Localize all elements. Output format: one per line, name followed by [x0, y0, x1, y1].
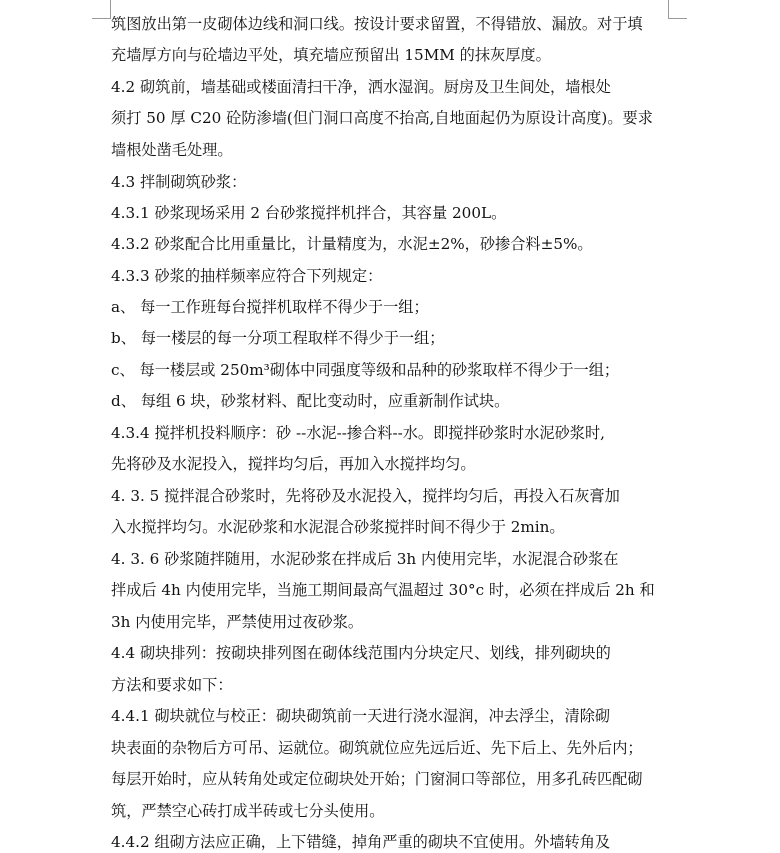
- text-line: 4.4 砌块排列：按砌块排列图在砌体线范围内分块定尺、划线，排列砌块的: [111, 644, 611, 662]
- text-line: 块表面的杂物后方可吊、运就位。砌筑就位应先远后近、先下后上、先外后内；: [111, 739, 643, 757]
- text-line: 先将砂及水泥投入，搅拌均匀后，再加入水搅拌均匀。: [111, 455, 476, 473]
- text-line: 4. 3. 6 砂浆随拌随用，水泥砂浆在拌成后 3h 内使用完毕，水泥混合砂浆在: [111, 550, 619, 568]
- text-line: 每层开始时，应从转角处或定位砌块处开始；门窗洞口等部位，用多孔砖匹配砌: [111, 770, 643, 788]
- text-line: 入水搅拌均匀。水泥砂浆和水泥混合砂浆搅拌时间不得少于 2min。: [111, 518, 565, 536]
- text-line: 4.3.4 搅拌机投料顺序：砂 --水泥--掺合料--水。即搅拌砂浆时水泥砂浆时,: [111, 424, 605, 442]
- text-line: 4.4.2 组砌方法应正确，上下错缝，掉角严重的砌块不宜使用。外墙转角及: [111, 833, 611, 851]
- list-item: d、 每组 6 块，砂浆材料、配比变动时，应重新制作试块。: [111, 392, 510, 410]
- text-line: 4.3 拌制砌筑砂浆：: [111, 173, 247, 191]
- text-line: 4.3.2 砂浆配合比用重量比，计量精度为，水泥±2%，砂掺合料±5%。: [111, 235, 593, 253]
- text-line: 方法和要求如下：: [111, 676, 233, 694]
- text-line: 墙根处凿毛处理。: [111, 141, 233, 159]
- text-line: 拌成后 4h 内使用完毕，当施工期间最高气温超过 30°c 时，必须在拌成后 2h 和: [111, 581, 655, 599]
- page-corner-mark-right: [668, 0, 687, 19]
- text-line: 4.2 砌筑前，墙基础或楼面清扫干净，洒水湿润。厨房及卫生间处，墙根处: [111, 78, 611, 96]
- text-line: 4.4.1 砌块就位与校正：砌块砌筑前一天进行浇水湿润，冲去浮尘，清除砌: [111, 707, 611, 725]
- list-item: a、 每一工作班每台搅拌机取样不得少于一组；: [111, 298, 429, 316]
- text-line: 4. 3. 5 搅拌混合砂浆时，先将砂及水泥投入，搅拌均匀后，再投入石灰膏加: [111, 487, 620, 505]
- list-item: c、 每一楼层或 250m³砌体中同强度等级和品种的砂浆取样不得少于一组；: [111, 361, 620, 379]
- text-line: 充墙厚方向与砼墙边平处，填充墙应预留出 15MM 的抹灰厚度。: [111, 46, 551, 64]
- list-item: b、 每一楼层的每一分项工程取样不得少于一组；: [111, 329, 445, 347]
- text-line: 筑，严禁空心砖打成半砖或七分头使用。: [111, 802, 385, 820]
- text-line: 3h 内使用完毕，严禁使用过夜砂浆。: [111, 613, 364, 631]
- text-line: 4.3.1 砂浆现场采用 2 台砂浆搅拌机拌合，其容量 200L。: [111, 204, 507, 222]
- text-line: 须打 50 厚 C20 砼防渗墙(但门洞口高度不抬高,自地面起仍为原设计高度)。要求: [111, 109, 653, 127]
- page-corner-mark-left: [92, 0, 111, 19]
- text-line: 4.3.3 砂浆的抽样频率应符合下列规定：: [111, 267, 383, 285]
- text-line: 筑图放出第一皮砌体边线和洞口线。按设计要求留置，不得错放、漏放。对于填: [111, 15, 643, 33]
